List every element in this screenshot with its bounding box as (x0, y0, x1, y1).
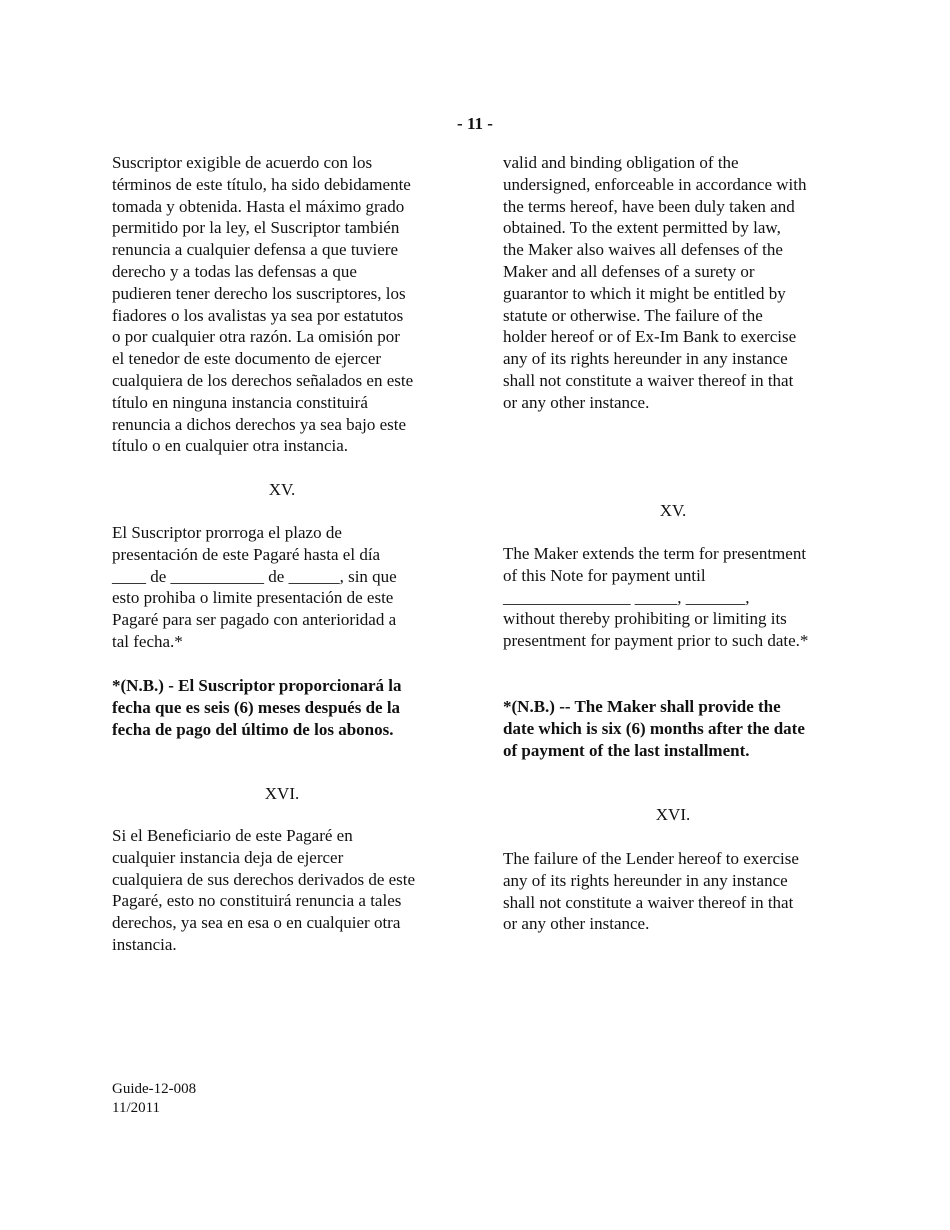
left-section-xvi-heading: XVI. (264, 784, 300, 803)
left-section-xvi-text: Si el Beneficiario de este Pagaré en cualquier instancia deja de ejercer cualquiera de sus derechos derivados de este Pagaré, esto no constituirá renuncia a tales derechos, ya sea en esa o en cualquier otra instancia. (112, 826, 416, 954)
right-section-xv-text: The Maker extends the term for presentment of this Note for payment until _______________ _____, _______, without thereby prohibiting or limiting its presentment for payment prior to such date.* (503, 544, 809, 651)
left-intro-paragraph: Suscriptor exigible de acuerdo con los términos de este título, ha sido debidamente tomada y obtenida. Hasta el máximo grado permitido por la ley, el Suscriptor también renuncia a cualquier defensa a que tuviere derecho y a todas las defensas a que pudieren tener derecho los suscriptores, los fiadores o los avalistas ya sea por estatutos o por cualquier otra razón. La omisión por el tenedor de este documento de ejercer cualquiera de los derechos señalados en este título en ninguna instancia constituirá renuncia a dichos derechos ya sea bajo este título o en cualquier otra instancia. (112, 153, 414, 456)
right-section-xvi-text: The failure of the Lender hereof to exercise any of its rights hereunder in any instance shall not constitute a waiver thereof in that or any other instance. (503, 849, 799, 934)
left-note: *(N.B.) - El Suscriptor proporcionará la fecha que es seis (6) meses después de la fecha de pago del último de los abonos. (112, 676, 402, 739)
right-section-xvi-heading: XVI. (655, 805, 691, 824)
footer-document-code: Guide-12-008 (112, 1081, 197, 1097)
footer (112, 1080, 196, 1118)
right-note: *(N.B.) -- The Maker shall provide the date which is six (6) months after the date of payment of the last installment. (503, 697, 805, 760)
right-intro-paragraph: valid and binding obligation of the undersigned, enforceable in accordance with the terms hereof, have been duly taken and obtained. To the extent permitted by law, the Maker also waives all defenses of the Maker and all defenses of a surety or guarantor to which it might be entitled by statute or otherwise. The failure of the holder hereof or of Ex-Im Bank to exercise any of its rights hereunder in any instance shall not constitute a waiver thereof in that or any other instance. (503, 153, 807, 412)
left-section-xv-heading: XV. (268, 480, 296, 499)
left-section-xv-text: El Suscriptor prorroga el plazo de presentación de este Pagaré hasta el día ____ de ___________ de ______, sin que esto prohiba o limite presentación de este Pagaré para ser pagado con anterioridad a tal fecha.* (112, 523, 397, 651)
footer-date: 11/2011 (112, 1100, 161, 1116)
page-number: - 11 - (457, 114, 493, 133)
right-section-xv-heading: XV. (659, 501, 687, 520)
